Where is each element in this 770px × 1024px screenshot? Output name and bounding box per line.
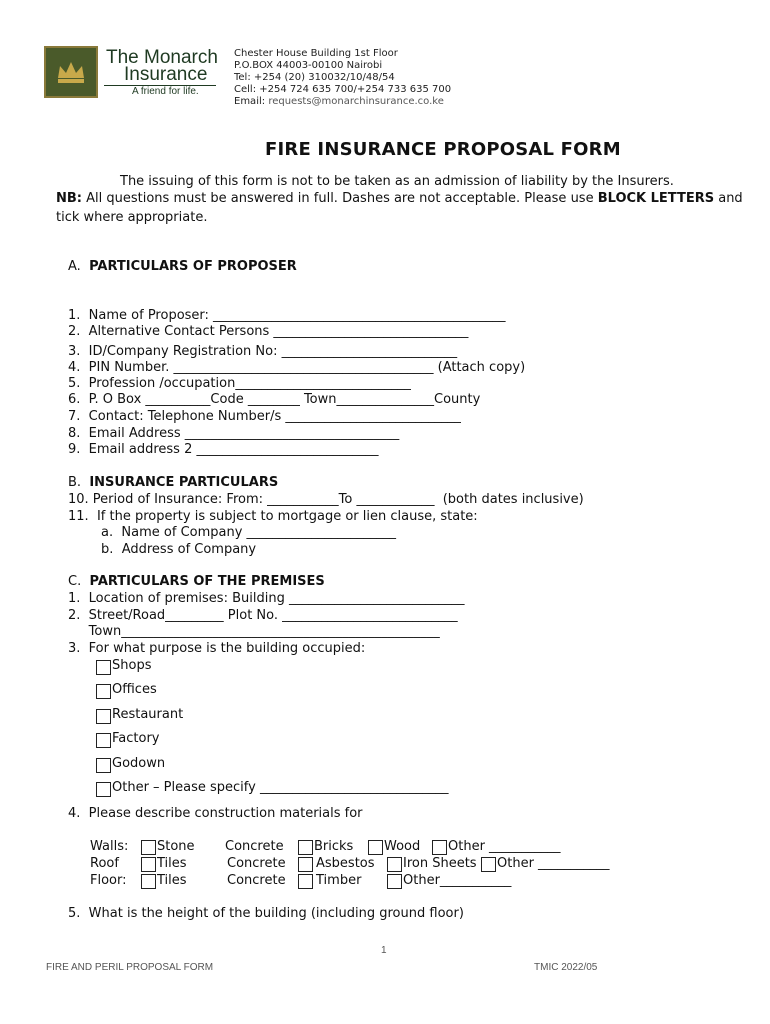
email-line	[234, 96, 444, 108]
field-pin-number[interactable]: 4. PIN Number. ________________________________________ (Attach copy)	[68, 360, 526, 375]
company-logo-emblem	[44, 46, 98, 98]
field-mortgage-company-name[interactable]: a. Name of Company _______________________	[68, 525, 397, 540]
checkbox-godown[interactable]	[96, 758, 111, 773]
label-floor-tiles: Tiles	[157, 873, 187, 888]
checkbox-restaurant[interactable]	[96, 709, 111, 724]
checkbox-other-purpose[interactable]	[96, 782, 111, 797]
intro-nb	[56, 190, 743, 207]
nb-label: NB:	[56, 191, 82, 206]
field-name-of-proposer[interactable]: 1. Name of Proposer: _____________________________________________	[68, 308, 506, 323]
floor-label: Floor:	[90, 873, 127, 888]
label-walls-bricks: Bricks	[314, 839, 354, 854]
roof-label: Roof	[90, 856, 119, 871]
checkbox-walls-stone[interactable]	[141, 840, 156, 855]
section-c-label: C.	[68, 574, 82, 589]
label-walls-other[interactable]: Other ___________	[448, 839, 561, 854]
checkbox-roof-other[interactable]	[481, 857, 496, 872]
checkbox-roof-iron-sheets[interactable]	[387, 857, 402, 872]
page-number: 1	[381, 945, 387, 956]
checkbox-floor-tiles[interactable]	[141, 874, 156, 889]
checkbox-walls-wood[interactable]	[368, 840, 383, 855]
intro-disclaimer: The issuing of this form is not to be taken as an admission of liability by the Insurers.	[120, 174, 674, 189]
label-other-purpose[interactable]: Other – Please specify _____________________________	[112, 780, 449, 795]
checkbox-factory[interactable]	[96, 733, 111, 748]
nb-text: All questions must be answered in full. Dashes are not acceptable. Please use	[82, 191, 598, 206]
label-roof-tiles: Tiles	[157, 856, 187, 871]
section-b-heading	[68, 474, 278, 491]
company-name-line2: Insurance	[124, 64, 208, 85]
checkbox-offices[interactable]	[96, 684, 111, 699]
walls-label: Walls:	[90, 839, 129, 854]
field-profession[interactable]: 5. Profession /occupation___________________________	[68, 376, 411, 391]
checkbox-shops[interactable]	[96, 660, 111, 675]
label-floor-other[interactable]: Other___________	[403, 873, 512, 888]
label-restaurant: Restaurant	[112, 707, 184, 722]
nb-end: and	[714, 191, 743, 206]
label-floor-concrete: Concrete	[227, 873, 286, 888]
section-a-title: PARTICULARS OF PROPOSER	[89, 259, 297, 274]
address-line-4: Cell: +254 724 635 700/+254 733 635 700	[234, 84, 452, 95]
footer-form-name: FIRE AND PERIL PROPOSAL FORM	[46, 962, 214, 973]
section-c-title: PARTICULARS OF THE PREMISES	[89, 574, 325, 589]
field-town[interactable]: Town_________________________________________________	[68, 624, 440, 639]
field-email-2[interactable]: 9. Email address 2 ____________________________	[68, 442, 379, 457]
field-telephone[interactable]: 7. Contact: Telephone Number/s ___________________________	[68, 409, 461, 424]
label-roof-asbestos: Asbestos	[316, 856, 375, 871]
checkbox-roof-tiles[interactable]	[141, 857, 156, 872]
label-roof-concrete: Concrete	[227, 856, 286, 871]
label-offices: Offices	[112, 682, 157, 697]
block-letters: BLOCK LETTERS	[597, 191, 715, 206]
address-line-1: Chester House Building 1st Floor	[234, 48, 398, 59]
section-b-label: B.	[68, 475, 82, 490]
field-alternative-contacts[interactable]: 2. Alternative Contact Persons ______________________________	[68, 324, 469, 339]
construction-question: 4. Please describe construction materials for	[68, 806, 363, 821]
field-email[interactable]: 8. Email Address _________________________________	[68, 426, 400, 441]
section-a-heading	[68, 258, 297, 275]
checkbox-walls-other[interactable]	[432, 840, 447, 855]
checkbox-walls-bricks[interactable]	[298, 840, 313, 855]
company-name-line1: The Monarch	[106, 47, 218, 68]
height-question: 5. What is the height of the building (including ground floor)	[68, 906, 464, 921]
field-po-box[interactable]: 6. P. O Box __________Code ________ Town_______________County	[68, 392, 481, 407]
field-mortgage-company-address[interactable]: b. Address of Company	[68, 542, 257, 557]
label-walls-concrete: Concrete	[225, 839, 284, 854]
email-link[interactable]: requests@monarchinsurance.co.ke	[268, 96, 444, 107]
checkbox-floor-timber[interactable]	[298, 874, 313, 889]
label-shops: Shops	[112, 658, 152, 673]
intro-tick-line: tick where appropriate.	[56, 210, 208, 225]
label-roof-iron-sheets: Iron Sheets	[403, 856, 477, 871]
label-godown: Godown	[112, 756, 166, 771]
label-walls-wood: Wood	[384, 839, 421, 854]
company-tagline: A friend for life.	[132, 86, 199, 97]
label-roof-other[interactable]: Other ___________	[497, 856, 610, 871]
email-label: Email:	[234, 96, 266, 107]
address-line-2: P.O.BOX 44003-00100 Nairobi	[234, 60, 383, 71]
address-line-3: Tel: +254 (20) 310032/10/48/54	[234, 72, 395, 83]
label-walls-stone: Stone	[157, 839, 195, 854]
form-title: FIRE INSURANCE PROPOSAL FORM	[265, 139, 621, 160]
field-id-registration[interactable]: 3. ID/Company Registration No: ___________________________	[68, 344, 458, 359]
checkbox-roof-asbestos[interactable]	[298, 857, 313, 872]
section-c-heading	[68, 573, 325, 590]
label-factory: Factory	[112, 731, 160, 746]
section-a-label: A.	[68, 259, 81, 274]
footer-form-code: TMIC 2022/05	[534, 962, 598, 973]
mortgage-question: 11. If the property is subject to mortgage or lien clause, state:	[68, 509, 478, 524]
field-location-building[interactable]: 1. Location of premises: Building ___________________________	[68, 591, 465, 606]
section-b-title: INSURANCE PARTICULARS	[89, 475, 279, 490]
label-floor-timber: Timber	[316, 873, 362, 888]
purpose-question: 3. For what purpose is the building occupied:	[68, 641, 366, 656]
checkbox-floor-other[interactable]	[387, 874, 402, 889]
crown-icon	[46, 48, 96, 96]
field-period-of-insurance[interactable]: 10. Period of Insurance: From: ___________To ____________ (both dates inclusive)	[68, 492, 584, 507]
field-street-plot[interactable]: 2. Street/Road_________ Plot No. ___________________________	[68, 608, 458, 623]
